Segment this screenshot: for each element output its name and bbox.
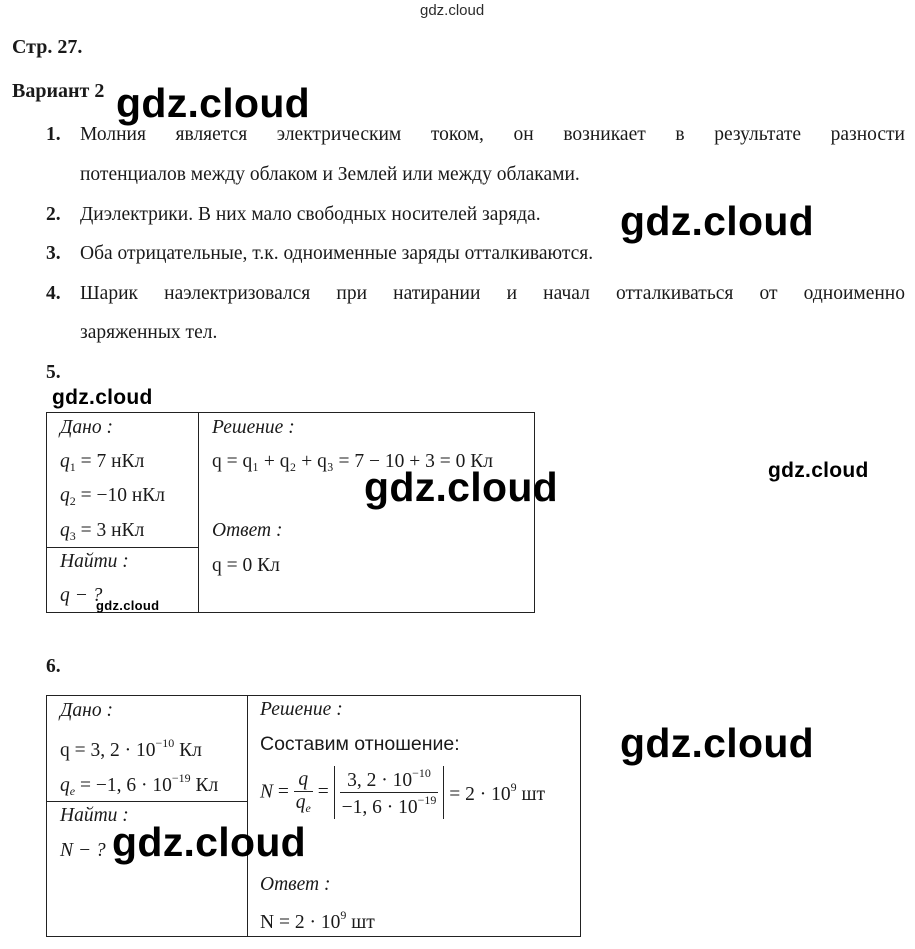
answer-4-text-2: заряженных тел. [80, 322, 218, 343]
task-6-frac-values: $\frac{3, 2 \cdot 10^{-10}}{-1, 6 \cdot 10^{-19}}$ [341, 766, 437, 818]
watermark-7: gdz.cloud [620, 720, 815, 766]
answer-1-line-1 [80, 124, 905, 146]
task-5-solution-label: Решение : [212, 417, 295, 438]
watermark-4: gdz.cloud [364, 464, 559, 510]
answer-2-text: Диэлектрики. В них мало свободных носителей заряда. [80, 204, 541, 225]
watermark-8: gdz.cloud [112, 819, 307, 865]
task-6-formula: N = $\frac{q}{q_e}$ = $\frac{3, 2 \cdot 10^{-10}}{-1, 6 \cdot 10^{-19}}$ = $2 \cdot 10^9$ шт [260, 766, 546, 818]
watermark-2: gdz.cloud [620, 198, 815, 244]
answer-3-text: Оба отрицательные, т.к. одноименные заряды отталкиваются. [80, 243, 594, 264]
page-header: Стр. 27. [12, 36, 83, 58]
variant-title: Вариант 2 [12, 80, 105, 102]
task-6-given-label: Дано : [60, 700, 113, 721]
task-6-answer: $N = 2 \cdot 10^9$ шт [260, 908, 375, 933]
task-5-given-3: $q_3 = 3$ нКл [60, 520, 145, 543]
task-5-col-divider [198, 413, 199, 612]
answer-4-num: 4. [46, 283, 61, 304]
watermark-1: gdz.cloud [116, 80, 311, 126]
task-5-row-divider [47, 547, 198, 548]
task-6-find-label: Найти : [60, 805, 129, 826]
task-6-abs-value [334, 766, 445, 819]
task-5-solution: q = q₁ + q₂ + q₃ = 7 − 10 + 3 = 0 Кл [212, 451, 493, 472]
watermark-6: gdz.cloud [96, 598, 160, 613]
answer-4-text-1: Шарик наэлектризовался при натирании и начал отталкиваться от одноименно [80, 283, 905, 304]
task-6-row-divider [47, 801, 247, 802]
task-5-answer: q = 0 Кл [212, 555, 280, 576]
watermark-5: gdz.cloud [768, 459, 869, 482]
answer-1-text-2: потенциалов между облаком и Землей или между облаками. [80, 164, 580, 185]
task-6-solution-text: Составим отношение: [260, 733, 460, 755]
answer-4-line-1 [80, 283, 905, 305]
task-5-given-label: Дано : [60, 417, 113, 438]
task-5-answer-label: Ответ : [212, 520, 283, 541]
task-6-table [46, 695, 581, 937]
top-watermark: gdz.cloud [420, 2, 485, 19]
task-5-given-2: $q_2 = -10$ нКл [60, 485, 166, 508]
answer-1-text-1: Молния является электрическим током, он возникает в результате разности [80, 124, 905, 145]
task-6-answer-label: Ответ : [260, 874, 331, 895]
task-5-find-label: Найти : [60, 551, 129, 572]
watermark-3: gdz.cloud [52, 386, 153, 409]
task-6-col-divider [247, 696, 248, 936]
task-6-find: N − ? [60, 840, 106, 861]
task-5-num: 5. [46, 362, 61, 383]
task-5-find: q − ? [60, 585, 103, 606]
task-6-frac-q-qe: $\frac{q}{q_e}$ [295, 769, 311, 815]
answer-3-num: 3. [46, 243, 61, 264]
task-6-num: 6. [46, 656, 61, 677]
task-5-table [46, 412, 535, 613]
answer-1-num: 1. [46, 124, 61, 145]
task-6-solution-label: Решение : [260, 699, 343, 720]
task-5-given-1: $q_1 = 7$ нКл [60, 451, 145, 474]
task-6-given-q: q = 3, $2 \cdot 10^{-10}$ Кл [60, 736, 202, 761]
task-6-given-qe: $q_e = -1$, $6 \cdot 10^{-19}$ Кл [60, 771, 219, 798]
answer-2-num: 2. [46, 204, 61, 225]
